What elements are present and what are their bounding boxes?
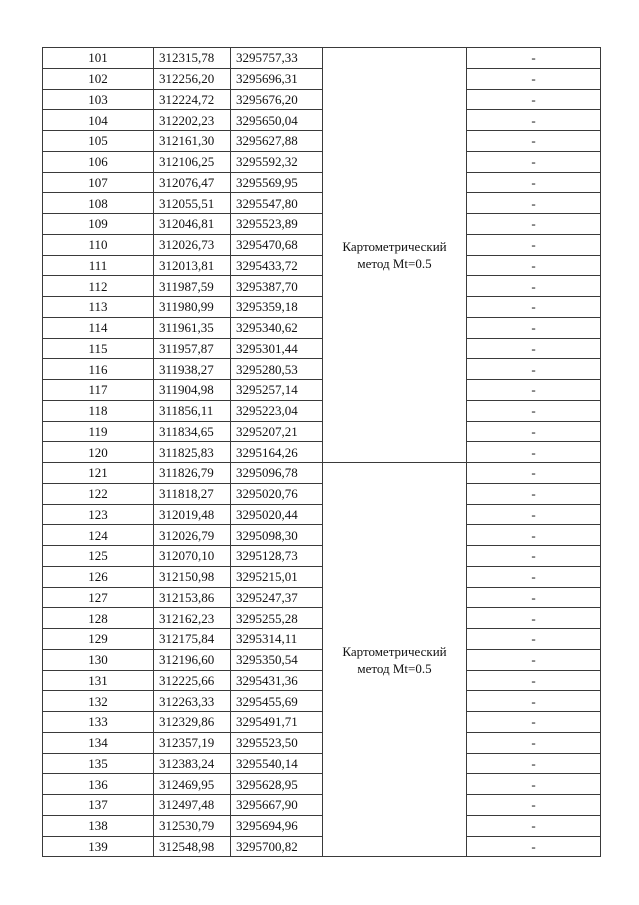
x-coordinate-cell: 312026,79 [154, 525, 231, 546]
y-coordinate-cell: 3295700,82 [231, 836, 323, 857]
table-row [43, 110, 601, 131]
table-row [43, 629, 601, 650]
y-coordinate-cell: 3295667,90 [231, 795, 323, 816]
table-row [43, 463, 601, 484]
y-coordinate-cell: 3295020,76 [231, 483, 323, 504]
point-number-cell: 121 [43, 463, 154, 484]
method-cell [323, 48, 467, 463]
dash-cell: - [467, 525, 601, 546]
point-number-cell: 109 [43, 214, 154, 235]
dash-cell: - [467, 131, 601, 152]
point-number-cell: 132 [43, 691, 154, 712]
y-coordinate-cell: 3295491,71 [231, 712, 323, 733]
dash-cell: - [467, 483, 601, 504]
table-row [43, 317, 601, 338]
x-coordinate-cell: 311987,59 [154, 276, 231, 297]
dash-cell: - [467, 629, 601, 650]
x-coordinate-cell: 312076,47 [154, 172, 231, 193]
x-coordinate-cell: 312070,10 [154, 546, 231, 567]
table-row [43, 400, 601, 421]
x-coordinate-cell: 312162,23 [154, 608, 231, 629]
x-coordinate-cell: 312469,95 [154, 774, 231, 795]
table-row [43, 214, 601, 235]
table-row [43, 172, 601, 193]
dash-cell: - [467, 234, 601, 255]
coordinates-table [42, 47, 601, 857]
dash-cell: - [467, 172, 601, 193]
point-number-cell: 130 [43, 649, 154, 670]
point-number-cell: 136 [43, 774, 154, 795]
table-row [43, 276, 601, 297]
y-coordinate-cell: 3295676,20 [231, 89, 323, 110]
point-number-cell: 123 [43, 504, 154, 525]
x-coordinate-cell: 312013,81 [154, 255, 231, 276]
dash-cell: - [467, 214, 601, 235]
table-row [43, 566, 601, 587]
dash-cell: - [467, 795, 601, 816]
y-coordinate-cell: 3295020,44 [231, 504, 323, 525]
x-coordinate-cell: 312329,86 [154, 712, 231, 733]
x-coordinate-cell: 311834,65 [154, 421, 231, 442]
table-row [43, 442, 601, 463]
y-coordinate-cell: 3295470,68 [231, 234, 323, 255]
x-coordinate-cell: 312548,98 [154, 836, 231, 857]
y-coordinate-cell: 3295523,89 [231, 214, 323, 235]
dash-cell: - [467, 691, 601, 712]
table-row [43, 234, 601, 255]
coordinates-table-body [43, 48, 601, 857]
point-number-cell: 120 [43, 442, 154, 463]
point-number-cell: 124 [43, 525, 154, 546]
point-number-cell: 115 [43, 338, 154, 359]
table-row [43, 836, 601, 857]
x-coordinate-cell: 312315,78 [154, 48, 231, 69]
dash-cell: - [467, 48, 601, 69]
x-coordinate-cell: 311856,11 [154, 400, 231, 421]
point-number-cell: 104 [43, 110, 154, 131]
x-coordinate-cell: 312153,86 [154, 587, 231, 608]
y-coordinate-cell: 3295696,31 [231, 68, 323, 89]
x-coordinate-cell: 312196,60 [154, 649, 231, 670]
y-coordinate-cell: 3295592,32 [231, 151, 323, 172]
x-coordinate-cell: 312046,81 [154, 214, 231, 235]
point-number-cell: 113 [43, 297, 154, 318]
dash-cell: - [467, 670, 601, 691]
dash-cell: - [467, 732, 601, 753]
table-row [43, 732, 601, 753]
table-row [43, 753, 601, 774]
x-coordinate-cell: 311957,87 [154, 338, 231, 359]
point-number-cell: 105 [43, 131, 154, 152]
x-coordinate-cell: 312175,84 [154, 629, 231, 650]
dash-cell: - [467, 546, 601, 567]
dash-cell: - [467, 463, 601, 484]
table-row [43, 89, 601, 110]
table-row [43, 68, 601, 89]
table-row [43, 587, 601, 608]
table-row [43, 815, 601, 836]
y-coordinate-cell: 3295128,73 [231, 546, 323, 567]
y-coordinate-cell: 3295757,33 [231, 48, 323, 69]
dash-cell: - [467, 712, 601, 733]
dash-cell: - [467, 193, 601, 214]
method-label-line: Картометрический [342, 643, 447, 659]
dash-cell: - [467, 297, 601, 318]
x-coordinate-cell: 312497,48 [154, 795, 231, 816]
y-coordinate-cell: 3295255,28 [231, 608, 323, 629]
table-row [43, 608, 601, 629]
y-coordinate-cell: 3295096,78 [231, 463, 323, 484]
dash-cell: - [467, 89, 601, 110]
dash-cell: - [467, 317, 601, 338]
x-coordinate-cell: 311980,99 [154, 297, 231, 318]
y-coordinate-cell: 3295455,69 [231, 691, 323, 712]
x-coordinate-cell: 312225,66 [154, 670, 231, 691]
point-number-cell: 110 [43, 234, 154, 255]
point-number-cell: 129 [43, 629, 154, 650]
point-number-cell: 134 [43, 732, 154, 753]
table-row [43, 151, 601, 172]
dash-cell: - [467, 836, 601, 857]
x-coordinate-cell: 312106,25 [154, 151, 231, 172]
x-coordinate-cell: 311938,27 [154, 359, 231, 380]
point-number-cell: 119 [43, 421, 154, 442]
dash-cell: - [467, 380, 601, 401]
dash-cell: - [467, 442, 601, 463]
x-coordinate-cell: 312019,48 [154, 504, 231, 525]
x-coordinate-cell: 312202,23 [154, 110, 231, 131]
y-coordinate-cell: 3295280,53 [231, 359, 323, 380]
point-number-cell: 125 [43, 546, 154, 567]
table-row [43, 338, 601, 359]
y-coordinate-cell: 3295628,95 [231, 774, 323, 795]
method-label-line: Картометрический [342, 239, 447, 254]
point-number-cell: 117 [43, 380, 154, 401]
table-row [43, 255, 601, 276]
y-coordinate-cell: 3295223,04 [231, 400, 323, 421]
method-label-line: метод Mt=0.5 [357, 660, 432, 676]
table-row [43, 525, 601, 546]
table-row [43, 193, 601, 214]
x-coordinate-cell: 311826,79 [154, 463, 231, 484]
dash-cell: - [467, 815, 601, 836]
x-coordinate-cell: 311904,98 [154, 380, 231, 401]
point-number-cell: 131 [43, 670, 154, 691]
y-coordinate-cell: 3295207,21 [231, 421, 323, 442]
y-coordinate-cell: 3295359,18 [231, 297, 323, 318]
x-coordinate-cell: 311825,83 [154, 442, 231, 463]
y-coordinate-cell: 3295433,72 [231, 255, 323, 276]
dash-cell: - [467, 608, 601, 629]
point-number-cell: 133 [43, 712, 154, 733]
x-coordinate-cell: 312256,20 [154, 68, 231, 89]
point-number-cell: 103 [43, 89, 154, 110]
y-coordinate-cell: 3295340,62 [231, 317, 323, 338]
x-coordinate-cell: 312161,30 [154, 131, 231, 152]
table-row [43, 421, 601, 442]
point-number-cell: 112 [43, 276, 154, 297]
point-number-cell: 126 [43, 566, 154, 587]
point-number-cell: 101 [43, 48, 154, 69]
point-number-cell: 128 [43, 608, 154, 629]
x-coordinate-cell: 312530,79 [154, 815, 231, 836]
y-coordinate-cell: 3295257,14 [231, 380, 323, 401]
y-coordinate-cell: 3295247,37 [231, 587, 323, 608]
table-row [43, 48, 601, 69]
point-number-cell: 106 [43, 151, 154, 172]
y-coordinate-cell: 3295694,96 [231, 815, 323, 836]
x-coordinate-cell: 312224,72 [154, 89, 231, 110]
x-coordinate-cell: 312026,73 [154, 234, 231, 255]
dash-cell: - [467, 649, 601, 670]
table-row [43, 504, 601, 525]
dash-cell: - [467, 566, 601, 587]
point-number-cell: 135 [43, 753, 154, 774]
point-number-cell: 137 [43, 795, 154, 816]
x-coordinate-cell: 312263,33 [154, 691, 231, 712]
dash-cell: - [467, 774, 601, 795]
y-coordinate-cell: 3295098,30 [231, 525, 323, 546]
dash-cell: - [467, 359, 601, 380]
y-coordinate-cell: 3295431,36 [231, 670, 323, 691]
dash-cell: - [467, 151, 601, 172]
point-number-cell: 118 [43, 400, 154, 421]
x-coordinate-cell: 311818,27 [154, 483, 231, 504]
x-coordinate-cell: 312150,98 [154, 566, 231, 587]
point-number-cell: 122 [43, 483, 154, 504]
point-number-cell: 116 [43, 359, 154, 380]
point-number-cell: 107 [43, 172, 154, 193]
dash-cell: - [467, 276, 601, 297]
y-coordinate-cell: 3295350,54 [231, 649, 323, 670]
point-number-cell: 138 [43, 815, 154, 836]
dash-cell: - [467, 587, 601, 608]
y-coordinate-cell: 3295627,88 [231, 131, 323, 152]
method-label-line: метод Mt=0.5 [357, 256, 432, 271]
point-number-cell: 114 [43, 317, 154, 338]
point-number-cell: 127 [43, 587, 154, 608]
point-number-cell: 108 [43, 193, 154, 214]
y-coordinate-cell: 3295215,01 [231, 566, 323, 587]
table-row [43, 795, 601, 816]
dash-cell: - [467, 255, 601, 276]
table-row [43, 691, 601, 712]
y-coordinate-cell: 3295569,95 [231, 172, 323, 193]
point-number-cell: 111 [43, 255, 154, 276]
x-coordinate-cell: 312357,19 [154, 732, 231, 753]
table-row [43, 649, 601, 670]
dash-cell: - [467, 421, 601, 442]
x-coordinate-cell: 312055,51 [154, 193, 231, 214]
table-row [43, 546, 601, 567]
table-row [43, 483, 601, 504]
y-coordinate-cell: 3295547,80 [231, 193, 323, 214]
y-coordinate-cell: 3295387,70 [231, 276, 323, 297]
table-row [43, 774, 601, 795]
table-row [43, 131, 601, 152]
point-number-cell: 139 [43, 836, 154, 857]
y-coordinate-cell: 3295301,44 [231, 338, 323, 359]
method-cell [323, 463, 467, 857]
y-coordinate-cell: 3295650,04 [231, 110, 323, 131]
y-coordinate-cell: 3295164,26 [231, 442, 323, 463]
table-row [43, 712, 601, 733]
x-coordinate-cell: 312383,24 [154, 753, 231, 774]
point-number-cell: 102 [43, 68, 154, 89]
dash-cell: - [467, 338, 601, 359]
y-coordinate-cell: 3295523,50 [231, 732, 323, 753]
y-coordinate-cell: 3295540,14 [231, 753, 323, 774]
table-row [43, 670, 601, 691]
dash-cell: - [467, 753, 601, 774]
dash-cell: - [467, 504, 601, 525]
y-coordinate-cell: 3295314,11 [231, 629, 323, 650]
dash-cell: - [467, 110, 601, 131]
table-row [43, 380, 601, 401]
table-row [43, 359, 601, 380]
dash-cell: - [467, 68, 601, 89]
x-coordinate-cell: 311961,35 [154, 317, 231, 338]
dash-cell: - [467, 400, 601, 421]
table-row [43, 297, 601, 318]
